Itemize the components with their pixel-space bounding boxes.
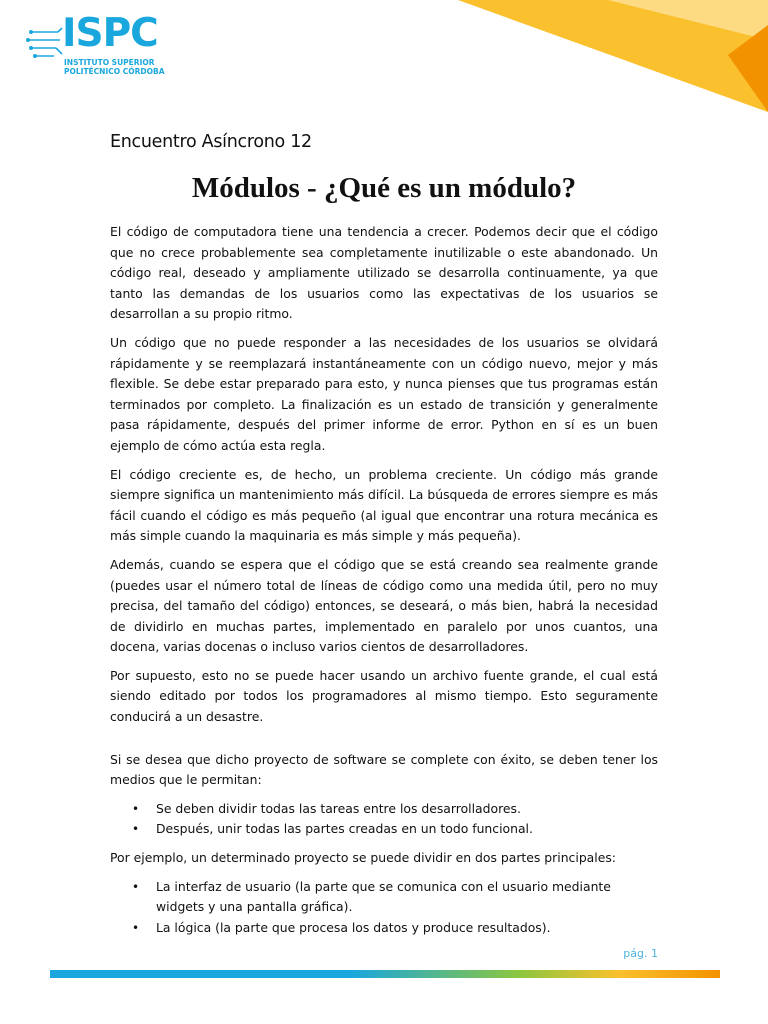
page-number: pág. 1 — [623, 947, 658, 960]
list-item — [110, 918, 658, 939]
list-item — [110, 877, 658, 918]
list-item-text: Después, unir todas las partes creadas en un todo funcional. — [156, 821, 533, 837]
paragraph: Si se desea que dicho proyecto de software se complete con éxito, se deben tener los medios que le permitan: — [110, 751, 658, 788]
list-item — [110, 799, 658, 820]
footer-gradient-bar — [50, 970, 720, 978]
paragraph: Un código que no puede responder a las necesidades de los usuarios se olvidará rápidamente y se reemplazará instantáneamente con un código nuevo, mejor y más flexible. Se debe estar preparado para esto, y nunca pienses que tus programas están terminados por completo. La finalización es un estado de transición y generalmente pasa rápidamente, después del primer informe de error. Python en sí es un buen ejemplo de cómo actúa esta regla. — [110, 334, 658, 453]
paragraph: El código creciente es, de hecho, un problema creciente. Un código más grande siempre significa un mantenimiento más difícil. La búsqueda de errores siempre es más fácil cuando el código es más pequeño (al igual que encontrar una rotura mecánica es más simple cuando la maquinaria es más simple y más pequeña). — [110, 466, 658, 544]
list-item-text: La lógica (la parte que procesa los datos y produce resultados). — [156, 919, 551, 935]
bullet-icon: • — [132, 801, 140, 816]
logo-line-2: POLITÉCNICO CÓRDOBA — [64, 67, 165, 76]
document-title: Módulos - ¿Qué es un módulo? — [191, 172, 577, 204]
logo-subtitle — [64, 58, 165, 76]
circuit-icon — [26, 24, 66, 64]
logo-line-1: INSTITUTO SUPERIOR — [64, 58, 155, 67]
paragraph: Por ejemplo, un determinado proyecto se puede dividir en dos partes principales: — [110, 850, 616, 866]
bullet-icon: • — [132, 879, 140, 894]
corner-decoration — [458, 0, 768, 112]
paragraph: Además, cuando se espera que el código que se está creando sea realmente grande (puedes usar el número total de líneas de código como una medida útil, pero no muy precisa, del tamaño del código) entonces, se deseará, o más bien, habrá la necesidad de dividirlo en muchas partes, implementado en paralelo por unos cuantos, una docena, varias docenas o incluso varios cientos de desarrolladores. — [110, 556, 658, 655]
paragraph: Por supuesto, esto no se puede hacer usando un archivo fuente grande, el cual está siendo editado por todos los programadores al mismo tiempo. Esto seguramente conducirá a un desastre. — [110, 667, 658, 725]
bullet-icon: • — [132, 822, 140, 837]
paragraph: El código de computadora tiene una tendencia a crecer. Podemos decir que el código que no crece probablemente sea completamente inutilizable o este abandonado. Un código real, deseado y ampliamente utilizado se desarrolla continuamente, ya que tanto las demandas de los usuarios como las expectativas de los usuarios se desarrollan a su propio ritmo. — [110, 224, 658, 322]
bullet-list — [110, 877, 658, 939]
document-body — [110, 222, 658, 946]
bullet-list — [110, 799, 658, 840]
document-subtitle: Encuentro Asíncrono 12 — [110, 132, 312, 152]
ispc-logo — [26, 11, 166, 86]
logo-wordmark: ISPC — [62, 11, 158, 56]
list-item-text: La interfaz de usuario (la parte que se comunica con el usuario mediante widgets y una pantalla gráfica). — [156, 878, 611, 915]
list-item — [110, 819, 658, 840]
list-item-text: Se deben dividir todas las tareas entre los desarrolladores. — [156, 800, 521, 816]
bullet-icon: • — [132, 920, 140, 935]
